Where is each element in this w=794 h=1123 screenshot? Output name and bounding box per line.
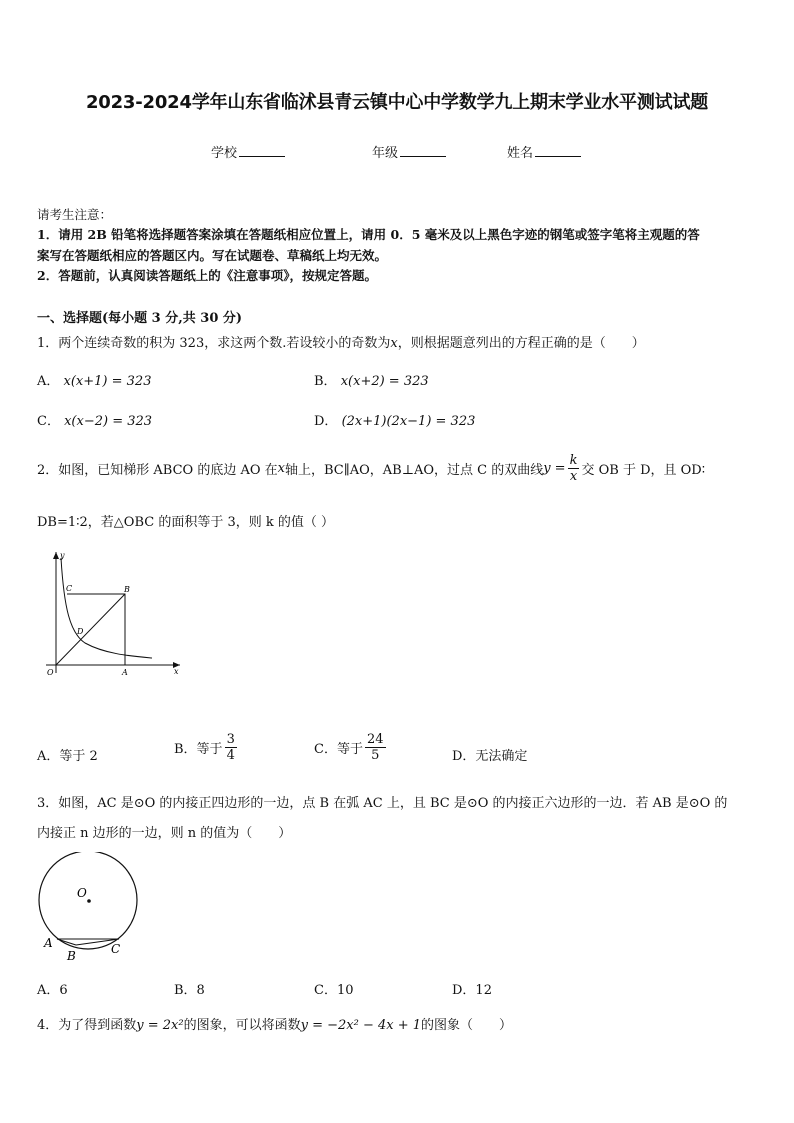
- q3-option-c: C．10: [314, 983, 354, 998]
- notice-heading: 请考生注意：: [37, 207, 113, 222]
- y-axis-arrow: [53, 552, 59, 559]
- q2-text-2: 轴上，BC∥AO，AB⊥AO，过点 C 的双曲线: [284, 463, 544, 478]
- q2-option-d: D．无法确定: [452, 749, 528, 764]
- q1-b-label: B．: [314, 374, 337, 389]
- label-c: C: [111, 942, 121, 956]
- q2-b-fraction: [225, 733, 237, 762]
- school-label: 学校: [211, 146, 238, 161]
- q1-var: x: [390, 336, 398, 351]
- label-d: D: [77, 627, 84, 636]
- label-b: B: [67, 949, 76, 963]
- label-o: O: [77, 886, 87, 900]
- q2-b-den: 4: [226, 748, 235, 763]
- q1-text-pre: 1．两个连续奇数的积为 323，求这两个数.若设较小的奇数为: [37, 336, 391, 351]
- notice-line-1b: 案写在答题纸相应的答题区内。写在试题卷、草稿纸上均无效。: [37, 248, 388, 263]
- q1-a-label: A．: [37, 374, 60, 389]
- q1-c-label: C．: [37, 414, 60, 429]
- label-x: x: [174, 667, 179, 676]
- q2-b-label: B．等于: [174, 742, 223, 757]
- label-b: B: [124, 585, 130, 594]
- q2-frac-den: x: [569, 469, 578, 484]
- label-o: O: [47, 668, 54, 677]
- q1-option-b: [314, 370, 429, 389]
- q2-option-c: [314, 733, 388, 762]
- label-a: A: [44, 936, 53, 950]
- q2-b-num: 3: [226, 732, 235, 747]
- q2-c-num: 24: [366, 732, 384, 747]
- q2-text-1: 2．如图，已知梯形 ABCO 的底边 AO 在: [37, 463, 278, 478]
- question-1: [37, 332, 645, 351]
- hyperbola-curve: [61, 558, 152, 658]
- q3-option-d: D．12: [452, 983, 492, 998]
- name-field: [507, 142, 581, 161]
- center-dot: [87, 899, 91, 903]
- q3-option-b: B．8: [174, 983, 205, 998]
- label-y: y: [60, 551, 65, 560]
- q4-eq-1: y = 2x²: [136, 1018, 184, 1033]
- q2-option-a: A．等于 2: [37, 749, 98, 764]
- notice-line-1a: 1．请用 2B 铅笔将选择题答案涂填在答题纸相应位置上，请用 0．5 毫米及以上黑色字迹的钢笔或签字笔将主观题的答: [37, 227, 700, 242]
- q1-d-label: D．: [314, 414, 338, 429]
- q1-option-a: [37, 370, 151, 389]
- q4-text-pre: 4．为了得到函数: [37, 1018, 137, 1033]
- name-blank: [535, 144, 581, 157]
- q3-figure: [32, 852, 147, 964]
- q4-text-mid: 的图象，可以将函数: [183, 1018, 301, 1033]
- question-4: [37, 1014, 512, 1033]
- q3-line-1: 3．如图，AC 是⊙O 的内接正四边形的一边，点 B 在弧 AC 上，且 BC 是⊙O 的内接正六边形的一边．若 AB 是⊙O 的: [37, 796, 728, 811]
- grade-field: [372, 142, 446, 161]
- school-blank: [239, 144, 285, 157]
- name-label: 姓名: [507, 146, 534, 161]
- page-title: 2023-2024学年山东省临沭县青云镇中心中学数学九上期末学业水平测试试题: [85, 92, 709, 113]
- q2-frac-num: k: [569, 453, 578, 468]
- q1-b-eq: x(x+2) = 323: [340, 374, 429, 389]
- label-c: C: [66, 584, 73, 593]
- q1-option-d: [314, 410, 475, 429]
- q2-option-b: [174, 733, 239, 762]
- q2-text-3: 交 OB 于 D，且 OD∶: [581, 463, 706, 478]
- q2-c-fraction: [365, 733, 386, 762]
- q1-c-eq: x(x−2) = 323: [64, 414, 153, 429]
- q2-c-label: C．等于: [314, 742, 363, 757]
- q1-text-post: ，则根据题意列出的方程正确的是（ ）: [397, 336, 645, 351]
- school-field: [211, 142, 285, 161]
- q2-fraction: [568, 454, 580, 483]
- q1-d-eq: (2x+1)(2x−1) = 323: [341, 414, 476, 429]
- notice-line-2: 2．答题前，认真阅读答题纸上的《注意事项》，按规定答题。: [37, 268, 377, 283]
- q4-eq-2: y = −2x² − 4x + 1: [300, 1018, 422, 1033]
- q3-line-2: 内接正 n 边形的一边，则 n 的值为（ ）: [37, 826, 292, 841]
- q3-option-a: A．6: [37, 983, 68, 998]
- trapezoid: [67, 594, 125, 665]
- section-heading: 一、选择题(每小题 3 分,共 30 分): [37, 311, 243, 326]
- q4-text-post: 的图象（ ）: [421, 1018, 513, 1033]
- q2-c-den: 5: [371, 748, 380, 763]
- q1-a-eq: x(x+1) = 323: [63, 374, 152, 389]
- q1-option-c: [37, 410, 152, 429]
- q2-y-eq: y =: [543, 461, 566, 476]
- grade-blank: [400, 144, 446, 157]
- q2-x: x: [277, 461, 285, 476]
- grade-label: 年级: [372, 146, 399, 161]
- label-a: A: [122, 668, 128, 677]
- question-2: [37, 454, 705, 483]
- q2-figure: [40, 548, 190, 680]
- q2-line-2: DB=1∶2，若△OBC 的面积等于 3，则 k 的值（ ）: [37, 515, 335, 530]
